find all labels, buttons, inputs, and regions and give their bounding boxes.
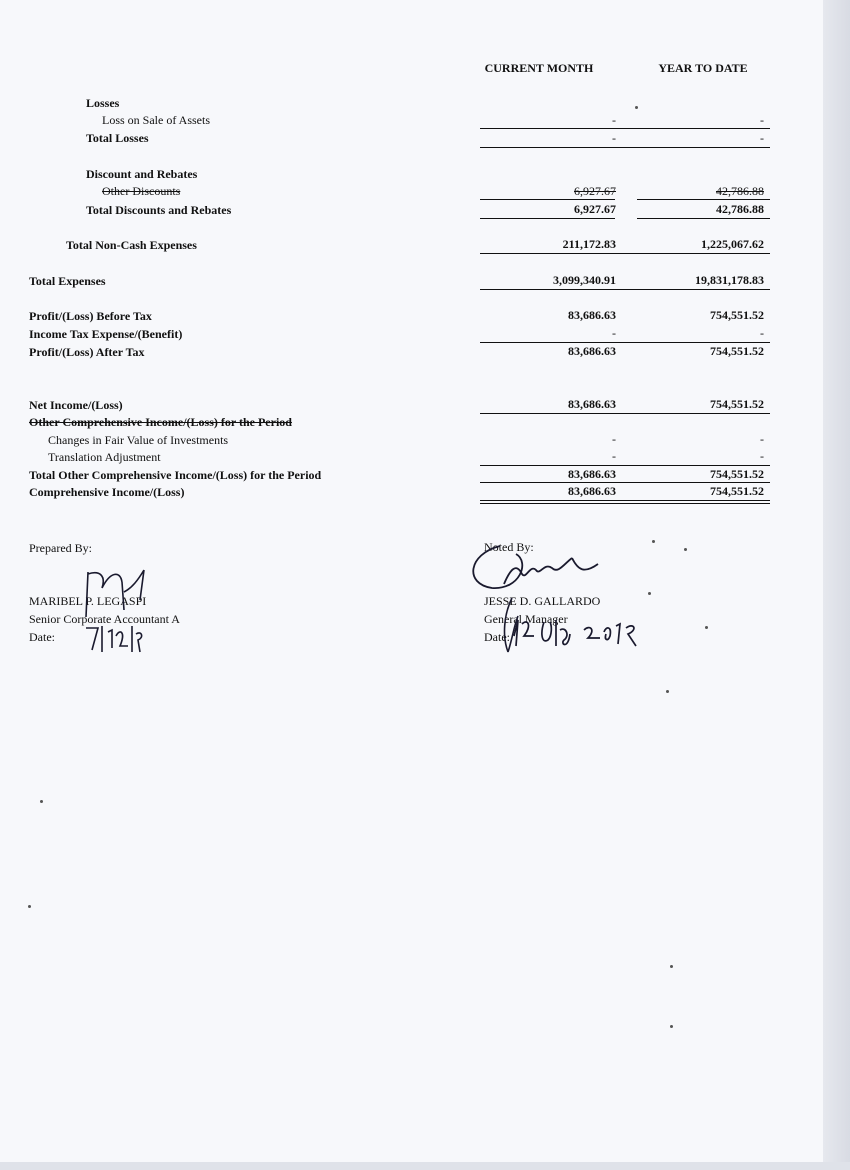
value-ytd-changes-fair-value: - — [760, 432, 764, 446]
label-translation-adjustment: Translation Adjustment — [48, 450, 161, 464]
value-cm-income-tax: - — [612, 326, 616, 340]
value-ytd-total-noncash: 1,225,067.62 — [701, 237, 764, 251]
label-net-income: Net Income/(Loss) — [29, 398, 123, 412]
rule-comprehensive-2 — [480, 503, 770, 504]
scan-speck — [670, 1025, 673, 1028]
value-cm-translation-adjustment: - — [612, 449, 616, 463]
value-cm-total-expenses: 3,099,340.91 — [553, 273, 616, 287]
rule-comprehensive-1 — [480, 500, 770, 501]
value-cm-comprehensive-income: 83,686.63 — [568, 484, 616, 498]
rule-cm-discounts — [480, 199, 615, 200]
value-ytd-total-expenses: 19,831,178.83 — [695, 273, 764, 287]
label-total-expenses: Total Expenses — [29, 274, 106, 288]
value-cm-total-losses: - — [612, 131, 616, 145]
value-ytd-total-losses: - — [760, 131, 764, 145]
label-profit-after-tax: Profit/(Loss) After Tax — [29, 345, 145, 359]
prepared-by-caption: Prepared By: — [29, 541, 92, 555]
label-total-noncash: Total Non-Cash Expenses — [66, 238, 197, 252]
scan-edge — [823, 0, 850, 1170]
value-ytd-income-tax: - — [760, 326, 764, 340]
value-cm-total-discounts: 6,927.67 — [574, 202, 616, 216]
scan-speck — [670, 965, 673, 968]
scan-speck — [705, 626, 708, 629]
label-other-discounts: Other Discounts — [102, 184, 181, 198]
rule-total-losses — [480, 147, 770, 148]
label-total-losses: Total Losses — [86, 131, 149, 145]
label-discount-rebates: Discount and Rebates — [86, 167, 198, 181]
prepared-by-date-label: Date: — [29, 630, 55, 644]
label-comprehensive-income: Comprehensive Income/(Loss) — [29, 485, 185, 499]
rule-ytd-total-discounts — [637, 218, 770, 219]
value-ytd-total-other-comprehensive: 754,551.52 — [710, 467, 764, 481]
rule-noncash — [480, 253, 770, 254]
rule-total-other-comprehensive — [480, 482, 770, 483]
value-cm-net-income: 83,686.63 — [568, 397, 616, 411]
value-cm-other-discounts: 6,927.67 — [574, 184, 616, 198]
label-income-tax: Income Tax Expense/(Benefit) — [29, 327, 183, 341]
value-cm-changes-fair-value: - — [612, 432, 616, 446]
rule-net-income — [480, 413, 770, 414]
scan-speck — [684, 548, 687, 551]
header-current-month: CURRENT MONTH — [484, 61, 594, 75]
label-total-discounts: Total Discounts and Rebates — [86, 203, 232, 217]
prepared-by-title: Senior Corporate Accountant A — [29, 612, 180, 626]
header-year-to-date: YEAR TO DATE — [658, 61, 748, 75]
label-profit-before-tax: Profit/(Loss) Before Tax — [29, 309, 152, 323]
value-ytd-net-income: 754,551.52 — [710, 397, 764, 411]
rule-translation — [480, 465, 770, 466]
value-cm-total-other-comprehensive: 83,686.63 — [568, 467, 616, 481]
value-ytd-comprehensive-income: 754,551.52 — [710, 484, 764, 498]
label-losses: Losses — [86, 96, 120, 110]
rule-ytd-discounts — [637, 199, 770, 200]
scan-speck — [40, 800, 43, 803]
handwritten-date-prepared — [84, 624, 144, 654]
signature-prepared — [80, 562, 150, 622]
label-loss-on-sale: Loss on Sale of Assets — [102, 113, 210, 127]
noted-by-name: JESSE D. GALLARDO — [484, 594, 601, 608]
value-ytd-total-discounts: 42,786.88 — [716, 202, 764, 216]
handwritten-date-noted — [510, 616, 650, 652]
scan-speck — [666, 690, 669, 693]
label-other-comprehensive: Other Comprehensive Income/(Loss) for the Period — [29, 415, 292, 429]
label-changes-fair-value: Changes in Fair Value of Investments — [48, 433, 229, 447]
prepared-by-name: MARIBEL P. LEGASPI — [29, 594, 147, 608]
rule-total-expenses — [480, 289, 770, 290]
value-cm-total-noncash: 211,172.83 — [562, 237, 616, 251]
value-ytd-profit-before-tax: 754,551.52 — [710, 308, 764, 322]
value-ytd-loss-on-sale: - — [760, 113, 764, 127]
noted-by-date-label: Date: — [484, 630, 510, 644]
value-ytd-profit-after-tax: 754,551.52 — [710, 344, 764, 358]
scan-speck — [28, 905, 31, 908]
scan-bottom-edge — [0, 1162, 850, 1170]
scan-speck — [652, 540, 655, 543]
value-cm-loss-on-sale: - — [612, 113, 616, 127]
scan-speck — [635, 106, 638, 109]
label-total-other-comprehensive: Total Other Comprehensive Income/(Loss) for the Period — [29, 468, 322, 482]
value-cm-profit-before-tax: 83,686.63 — [568, 308, 616, 322]
rule-losses — [480, 128, 770, 129]
rule-cm-total-discounts — [480, 218, 615, 219]
value-ytd-translation-adjustment: - — [760, 449, 764, 463]
value-cm-profit-after-tax: 83,686.63 — [568, 344, 616, 358]
scan-speck — [648, 592, 651, 595]
rule-income-tax — [480, 342, 770, 343]
noted-by-title: General Manager — [484, 612, 568, 626]
noted-by-caption: Noted By: — [484, 540, 534, 554]
value-ytd-other-discounts: 42,786.88 — [716, 184, 764, 198]
